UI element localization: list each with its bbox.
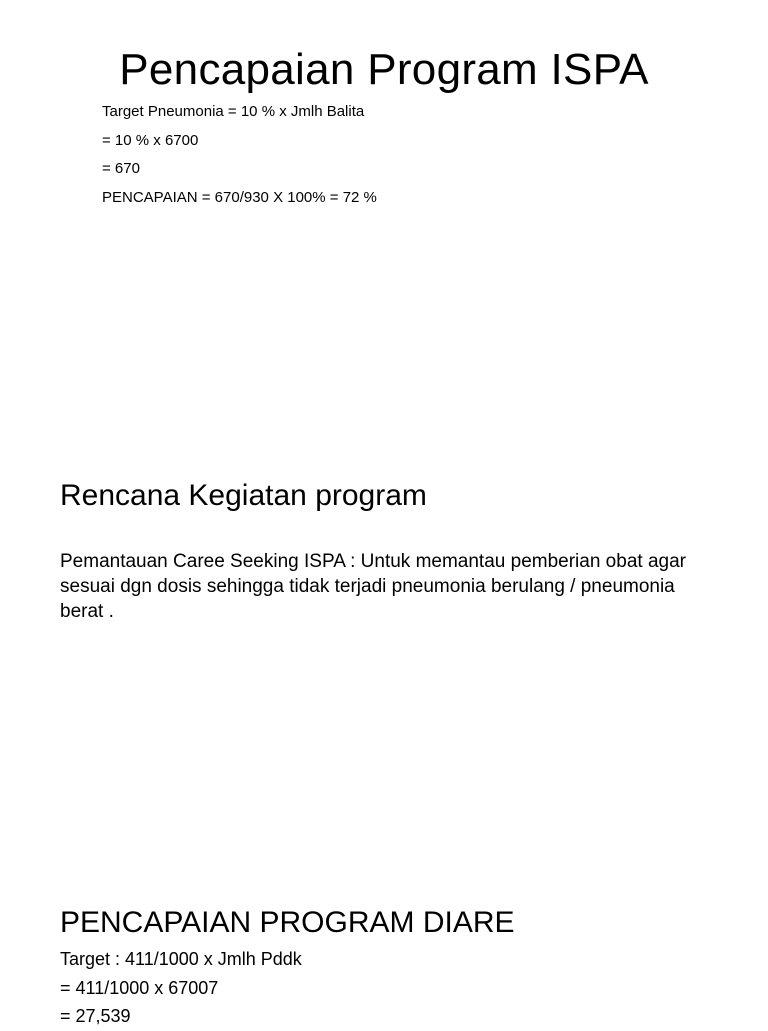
calculation-line: Target : 411/1000 x Jmlh Pddk	[60, 949, 302, 969]
slide-title: Rencana Kegiatan program	[60, 479, 427, 512]
slide-diarrhea-achievement	[0, 895, 768, 1024]
calculation-line: = 670	[102, 160, 140, 177]
calculation-line: Target Pneumonia = 10 % x Jmlh Balita	[102, 103, 365, 120]
slide-ispa-achievement	[0, 0, 768, 440]
slide-activity-plan	[0, 455, 768, 885]
slide-body-text: Pemantauan Caree Seeking ISPA : Untuk memantau pemberian obat agar sesuai dgn dosis sehingga tidak terjadi pneumonia berulang / pneumonia berat .	[60, 551, 686, 622]
calculation-lines	[60, 945, 302, 1031]
calculation-line: = 10 % x 6700	[102, 131, 199, 149]
slide-title: Pencapaian Program ISPA	[119, 45, 649, 94]
calculation-line: PENCAPAIAN = 670/930 X 100% = 72 %	[102, 188, 377, 206]
calculation-lines	[102, 98, 377, 212]
calculation-line: = 27,539	[60, 1006, 131, 1026]
slide-title: PENCAPAIAN PROGRAM DIARE	[60, 906, 515, 939]
calculation-line: = 411/1000 x 67007	[60, 977, 219, 998]
